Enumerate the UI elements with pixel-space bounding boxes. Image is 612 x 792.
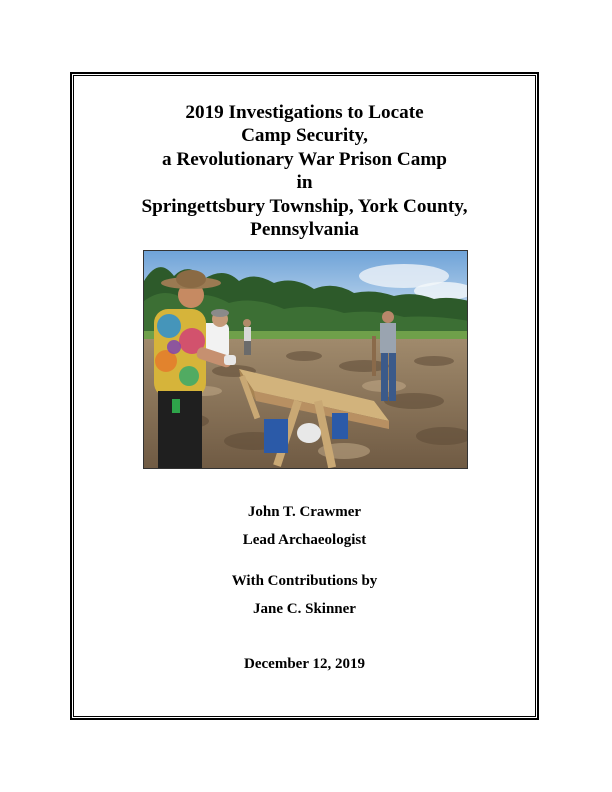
title-line-4: in: [296, 172, 313, 194]
title-line-3: a Revolutionary War Prison Camp: [162, 148, 447, 170]
title-line-2: Camp Security,: [241, 125, 368, 147]
title-line-1: 2019 Investigations to Locate: [185, 102, 424, 123]
report-title: [73, 101, 536, 241]
excavation-photo: [143, 250, 468, 469]
author-name: John T. Crawmer: [247, 504, 362, 520]
title-line-6: Pennsylvania: [250, 219, 359, 241]
author-role: Lead Archaeologist: [242, 532, 367, 548]
contributor-name: Jane C. Skinner: [253, 601, 356, 617]
title-line-5: Springettsbury Township, York County,: [141, 195, 468, 217]
contributions-label: With Contributions by: [231, 573, 378, 589]
report-date: December 12, 2019: [244, 656, 365, 672]
